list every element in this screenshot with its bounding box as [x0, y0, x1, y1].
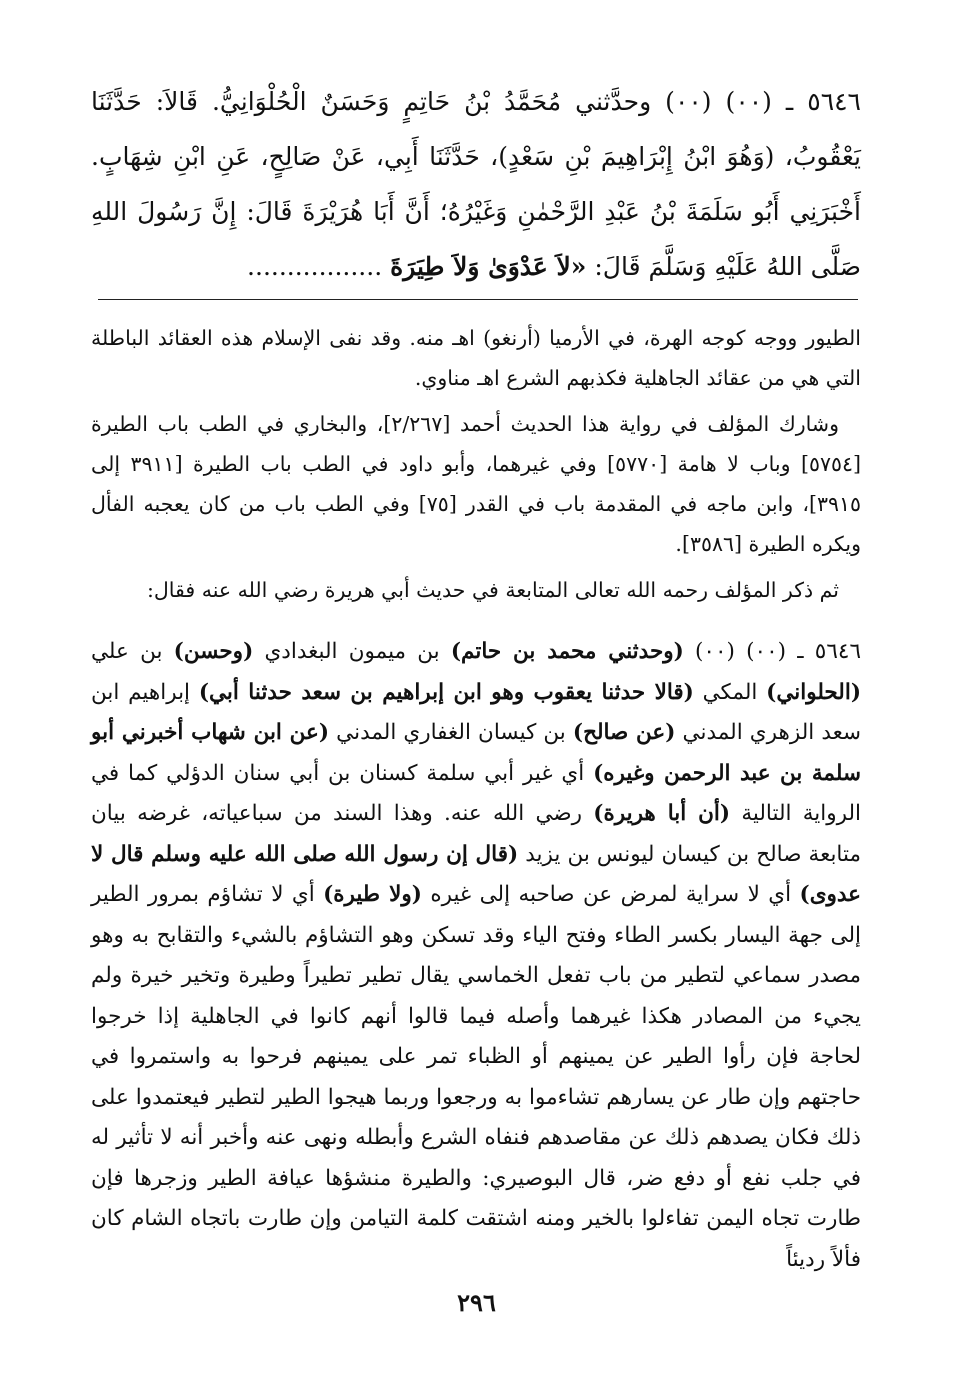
footnote-block — [91, 318, 861, 616]
hadith-continuation-dots: ................. — [247, 252, 391, 281]
commentary-text: المكي — [693, 679, 767, 705]
commentary-quote: (ولا طيرة) — [323, 882, 422, 907]
commentary-text: رضي الله عنه. وهذا السند من سباعياته، غرضه بيان متابعة صالح بن كيسان ليونس بن يزيد — [91, 801, 861, 867]
commentary-quote: (وحسن) — [173, 639, 254, 664]
commentary-block — [91, 632, 861, 1280]
commentary-text: إبراهيم ابن سعد الزهري المدني — [91, 679, 862, 745]
footnote-paragraph-2: وشارك المؤلف في رواية هذا الحديث أحمد [٢/٢٦٧]، والبخاري في الطب باب الطيرة [٥٧٥٤] وباب لا هامة [٥٧٧٠] وفي غيرهما، وأبو داود في الطب باب الطيرة [٣٩١١ إلى ٣٩١٥]، وابن ماجه في المقدمة باب في القدر [٧٥] وفي الطب باب من كان يعجبه الفأل ويكره الطيرة [٣٥٨٦]. — [91, 412, 862, 556]
footnote-divider — [98, 299, 858, 300]
commentary-text: أي غير أبي سلمة كسنان بن أبي سنان الدؤلي كما في الرواية التالية — [91, 760, 861, 826]
hadith-number: ٥٦٤٦ ـ (٠٠) (٠٠) — [665, 87, 861, 116]
commentary-quote: (قالا حدثنا يعقوب وهو ابن إبراهيم بن سعد حدثنا أبي) — [198, 679, 694, 705]
commentary-paragraph — [91, 632, 861, 1280]
commentary-quote: (قال إن رسول الله صلى الله عليه وسلم قال لا عدوى) — [91, 841, 862, 907]
commentary-text: بن ميمون البغدادي — [253, 639, 451, 664]
hadith-bold-phrase: «لاَ عَدْوَىٰ وَلاَ طِيَرَةَ — [390, 252, 587, 281]
commentary-text: بن علي — [91, 639, 174, 664]
commentary-quote: (أن أبا هريرة) — [593, 801, 731, 826]
commentary-quote: (عن ابن شهاب أخبرني أبو سلمة بن عبد الرحمن وغيره) — [91, 720, 861, 786]
commentary-quote: (عن صالح) — [572, 720, 676, 745]
commentary-quote: (الحلواني) — [766, 679, 862, 705]
page-number: ٢٩٦ — [457, 1288, 496, 1317]
commentary-quote: (وحدثني محمد بن حاتم) — [450, 639, 684, 664]
commentary-text: أي لا تشاؤم بمرور الطير إلى جهة اليسار بكسر الطاء وفتح الياء وقد تسكن وهو التشاؤم بالشيء والتقابح به وهو مصدر سماعي لتطير من باب تفعل الخماسي يقال تطير تطيراً وطيرة وتخير خيرة ولم يجيء من المصادر هكذا غيرهما وأصله فيما قالوا أنهم كانوا في الجاهلية إذا خرجوا لحاجة فإن رأوا الطير عن يمينهم أو الظباء تمر على يمينهم فرحوا به واستمروا في حاجتهم وإن طار عن يسارهم تشاءموا به ورجعوا وربما هيجوا الطير لتطير فيعتمدوا على ذلك فكان يصدهم ذلك عن مقاصدهم فنفاه الشرع وأبطله ونهى عنه وأخبر أنه لا تأثير له في جلب نفع أو دفع ضر، قال البوصيري: والطيرة منشؤها عيافة الطير وزجرها فإن طارت تجاه اليمن تفاءلوا بالخير ومنه اشتقت كلمة التيامن وإن طارت باتجاه الشام كان فألاً رديئاً — [91, 882, 861, 1272]
hadith-body: وحدَّثني مُحَمَّدُ بْنُ حَاتِمٍ وَحَسَنٌ الْحُلْوَانِيُّ. قَالاَ: حَدَّثَنَا يَعْقُوبُ، (وَهُوَ ابْنُ إِبْرَاهِيمَ بْنِ سَعْدٍ)، حَدَّثَنَا أَبِي، عَنْ صَالِحٍ، عَنِ ابْنِ شِهَابٍ. أَخْبَرَنِي أَبُو سَلَمَةَ بْنُ عَبْدِ الرَّحْمٰنِ وَغَيْرُهُ؛ أَنَّ أَبَا هُرَيْرَةَ قَالَ: إِنَّ رَسُولَ اللهِ صَلَّى اللهُ عَلَيْهِ وَسَلَّمَ قَالَ: — [91, 87, 861, 281]
commentary-text: أي لا سراية لمرض عن صاحبه إلى غيره — [421, 882, 800, 907]
commentary-text: بن كيسان الغفاري المدني — [329, 720, 573, 745]
footnote-paragraph-1: الطيور ووجه كوجه الهرة، في الأرميا (أرنغو) اهـ منه. وقد نفى الإسلام هذه العقائد الباطلة التي هي من عقائد الجاهلية فكذبهم الشرع اهـ مناوي. — [91, 326, 861, 390]
hadith-text-block — [91, 74, 861, 294]
commentary-number: ٥٦٤٦ ـ (٠٠) (٠٠) — [683, 639, 861, 664]
footnote-paragraph-3: ثم ذكر المؤلف رحمه الله تعالى المتابعة في حديث أبي هريرة رضي الله عنه فقال: — [146, 578, 839, 602]
